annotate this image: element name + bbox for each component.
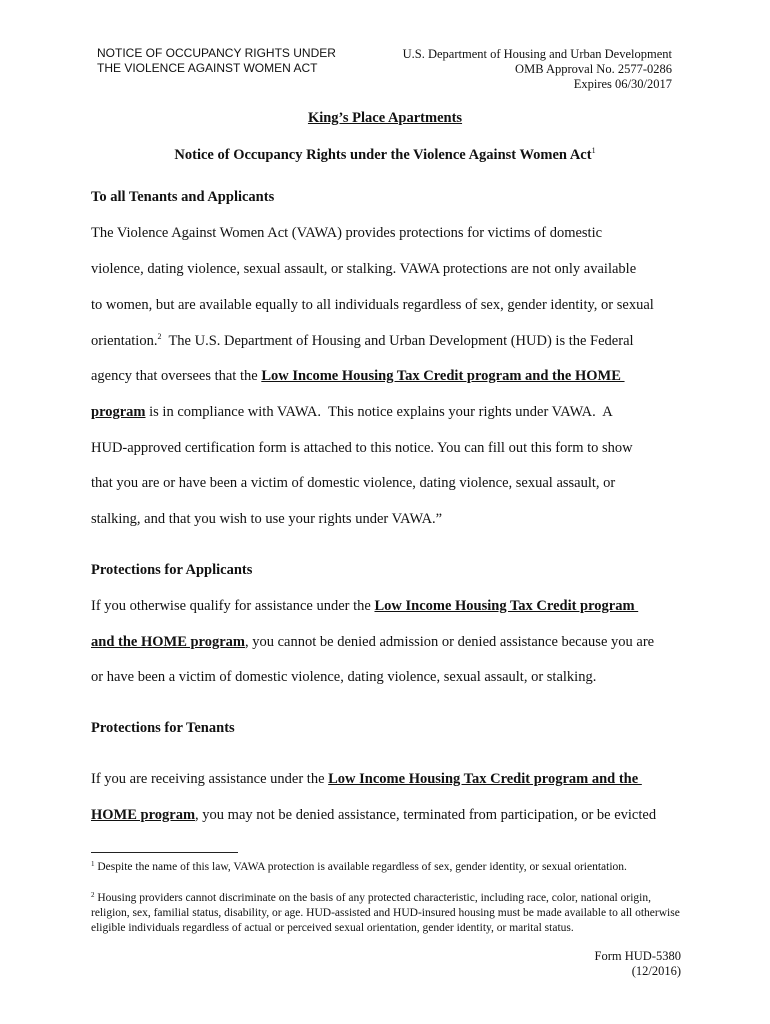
form-footer bbox=[595, 949, 681, 979]
body-line: HUD-approved certification form is attached to this notice. You can fill out this form to show bbox=[91, 440, 633, 456]
body-line: The Violence Against Women Act (VAWA) provides protections for victims of domestic bbox=[91, 225, 603, 241]
program-link[interactable]: Low Income Housing Tax Credit program bbox=[374, 598, 639, 614]
footnote-2 bbox=[91, 888, 691, 936]
footnote-2-ref: 2 bbox=[91, 891, 95, 899]
body-line bbox=[91, 598, 638, 615]
body-text: If you otherwise qualify for assistance under the bbox=[91, 598, 375, 614]
form-date: (12/2016) bbox=[631, 964, 681, 978]
body-text: orientation. bbox=[91, 333, 158, 349]
footnote-2-text: Housing providers cannot discriminate on the basis of any protected characteristic, including race, color, national origin, religion, sex, familial status, disability, or age. HUD-assisted and HUD-insured housing must be made available to all otherwise eligible individuals regardless of actual or perceived sexual orientation, gender identity, or marital status. bbox=[91, 892, 680, 934]
body-text: , you may not be denied assistance, terminated from participation, or be evicted bbox=[195, 807, 657, 823]
section-heading-applicants: Protections for Applicants bbox=[91, 562, 253, 578]
header-left-line-2: THE VIOLENCE AGAINST WOMEN ACT bbox=[97, 61, 318, 75]
document-title-text: Notice of Occupancy Rights under the Violence Against Women Act bbox=[174, 147, 592, 163]
document-title bbox=[0, 146, 770, 164]
body-line: to women, but are available equally to all individuals regardless of sex, gender identity, or sexual bbox=[91, 297, 654, 313]
body-line bbox=[91, 634, 654, 651]
property-name: King’s Place Apartments bbox=[307, 110, 463, 126]
body-line bbox=[91, 807, 656, 824]
program-link[interactable]: Low Income Housing Tax Credit program and the bbox=[328, 771, 642, 787]
body-text: , you cannot be denied admission or denied assistance because you are bbox=[245, 634, 655, 650]
header-left-line-1: NOTICE OF OCCUPANCY RIGHTS UNDER bbox=[97, 46, 336, 60]
header-expiration: Expires 06/30/2017 bbox=[573, 77, 672, 91]
form-number: Form HUD-5380 bbox=[594, 949, 681, 963]
program-link[interactable]: and the HOME program bbox=[91, 634, 245, 650]
footnote-divider bbox=[91, 852, 238, 853]
header-agency-info bbox=[403, 47, 672, 92]
body-line: violence, dating violence, sexual assault, or stalking. VAWA protections are not only available bbox=[91, 261, 637, 277]
body-line: or have been a victim of domestic violence, dating violence, sexual assault, or stalking. bbox=[91, 669, 597, 685]
body-line bbox=[91, 404, 613, 421]
header-agency: U.S. Department of Housing and Urban Development bbox=[402, 47, 672, 61]
body-text: is in compliance with VAWA. This notice explains your rights under VAWA. A bbox=[145, 404, 613, 420]
program-link[interactable]: HOME program bbox=[91, 807, 196, 823]
body-line bbox=[91, 368, 625, 385]
program-link[interactable]: Low Income Housing Tax Credit program and the HOME bbox=[261, 368, 625, 384]
section-heading-tenants: Protections for Tenants bbox=[91, 720, 235, 736]
footnote-1 bbox=[91, 857, 691, 875]
footnote-1-text: Despite the name of this law, VAWA protection is available regardless of sex, gender identity, or sexual orientation. bbox=[94, 861, 627, 873]
body-text: agency that oversees that the bbox=[91, 368, 262, 384]
body-text: The U.S. Department of Housing and Urban Development (HUD) is the Federal bbox=[161, 333, 634, 349]
body-line bbox=[91, 771, 642, 788]
section-heading-tenants-applicants: To all Tenants and Applicants bbox=[91, 189, 275, 205]
body-line: that you are or have been a victim of domestic violence, dating violence, sexual assault, or bbox=[91, 475, 616, 491]
footnote-ref-1: 1 bbox=[591, 146, 596, 155]
footnote-ref-2: 2 bbox=[157, 332, 162, 341]
body-text: If you are receiving assistance under the bbox=[91, 771, 329, 787]
footnote-1-ref: 1 bbox=[91, 860, 95, 868]
program-link[interactable]: program bbox=[91, 404, 146, 420]
body-line: stalking, and that you wish to use your rights under VAWA.” bbox=[91, 511, 443, 527]
header-omb-approval: OMB Approval No. 2577-0286 bbox=[515, 62, 672, 76]
header-form-title bbox=[97, 46, 336, 76]
body-line bbox=[91, 332, 634, 350]
